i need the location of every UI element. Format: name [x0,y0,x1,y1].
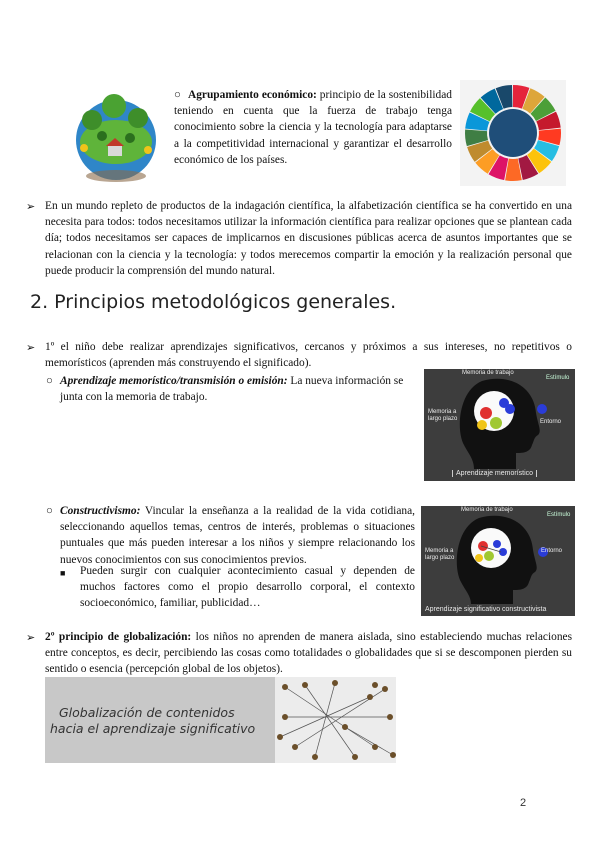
globalization-title-line2: hacia el aprendizaje significativo [50,721,256,736]
memoristic-label: Aprendizaje memorístico/transmisión o emisión: [60,375,288,387]
principle1-arrow: ➢ [26,341,36,354]
section-title: 2. Principios metodológicos generales. [30,291,397,313]
constructivist-learning-diagram [421,506,575,616]
constructivist-environment-label: Entorno [541,548,563,554]
principle2-arrow: ➢ [26,631,36,644]
constructivism-bullet: ○ [46,505,53,517]
economic-grouping-label: Agrupamiento económico: [188,89,317,101]
memoristic-caption: Aprendizaje memorístico [452,470,537,477]
memoristic-top-label: Memoria de trabajo [462,370,514,376]
principle2-paragraph [45,629,572,678]
constructivism-label: Constructivismo: [60,505,141,517]
memoristic-ltm-label: Memoria a largo plazo [428,409,458,422]
globalization-banner [45,677,396,763]
constructivist-top-label: Memoria de trabajo [461,507,513,513]
constructivist-stimulus-label: Estímulo [547,512,571,518]
principle2-text: los niños no aprenden de manera aislada, sino estableciendo muchas relaciones entre conceptos, es decir, percibiendo las cosas como totalidades o globalidades que si se descomponen pierden su sentido o esencia (percepción global de los objetos). [45,631,572,676]
memoristic-environment-label: Entorno [540,419,562,425]
economic-grouping-text: principio de la sostenibilidad teniendo en cuenta que la fuerza de trabajo tenga conocimiento sobre la ciencia y la tecnología para adaptarse a la competitividad internacional y garantizar el desarrollo económico de los países. [174,89,452,166]
sdg-center [489,109,537,157]
memoristic-learning-diagram [424,369,575,481]
para1-arrow: ➢ [26,200,36,213]
memoristic-bullet: ○ [46,375,53,387]
globalization-title-line1: Globalización de contenidos [59,705,235,720]
constructivism-sub-paragraph: Pueden surgir con cualquier acontecimiento casual y dependen de muchos factores como el propio desarrollo corporal, el contexto socioeconómico, familiar, publicidad… [80,565,415,610]
economic-grouping-paragraph [174,87,452,168]
constructivist-ltm-label: Memoria a largo plazo [425,548,455,561]
constructivism-paragraph [60,503,415,568]
principle2-label: 2º principio de globalización: [45,631,192,643]
planet-illustration [62,80,170,188]
scientific-literacy-paragraph: En un mundo repleto de productos de la indagación científica, la alfabetización científica se ha convertido en una necesita para todos: todos necesitamos utilizar la información científica para realizar opciones que se plantean cada día; todos necesitamos ser capaces de implicarnos en discusiones públicas acerca de asuntos importantes que se relacionan con la ciencia y la tecnología: y todos merecemos compartir la emoción y la realización personal que puede producir la comprensión del mundo natural. [45,200,572,277]
memoristic-stimulus-label: Estímulo [546,375,570,381]
economic-grouping-bullet: ○ [174,89,181,101]
sdg-wheel-image [460,80,566,186]
constructivist-caption: Aprendizaje significativo constructivista [425,606,547,613]
constructivism-sub-bullet: ■ [60,568,66,578]
memoristic-text: La nueva información se junta con la memoria de trabajo. [60,375,404,404]
memoristic-paragraph [60,373,422,405]
principle1-paragraph: 1º el niño debe realizar aprendizajes significativos, cercanos y próximos a sus intereses, no repetitivos o memorísticos (aprenden más construyendo el significado). [45,341,572,370]
constructivism-text: Vincular la enseñanza a la realidad de la vida cotidiana, seleccionando aquellos temas, centros de interés, problemas o situaciones puntuales que más pueden interesar a los niños y siempre relacionando los nuevos conocimientos con sus conocimientos previos. [60,505,415,566]
page-number: 2 [520,797,527,809]
